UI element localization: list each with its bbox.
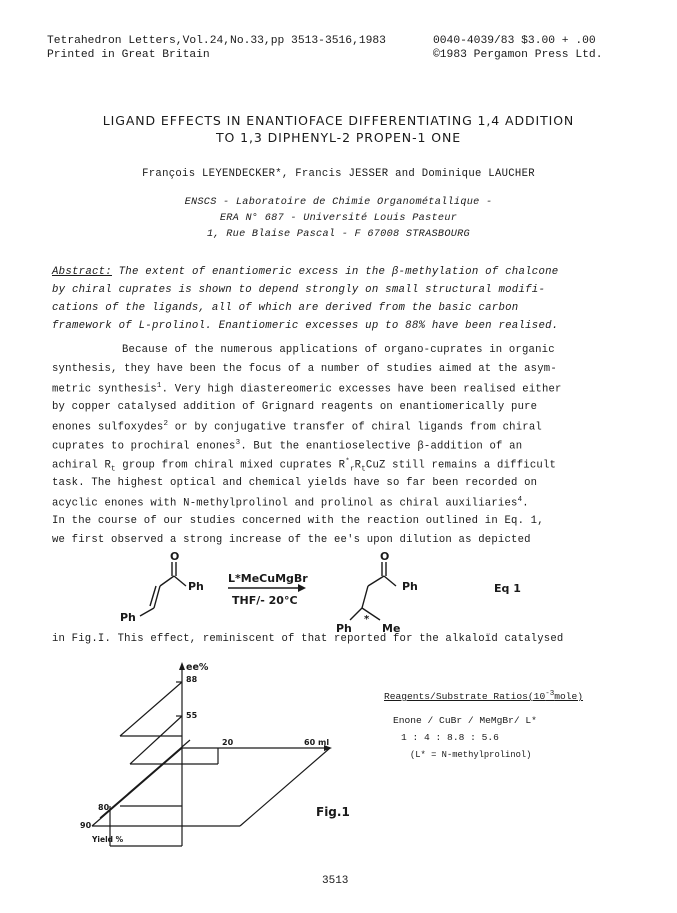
- reactant-structure: [140, 562, 186, 616]
- author-list: François LEYENDECKER*, Francis JESSER and Dominique LAUCHER: [142, 168, 535, 180]
- subscript-t: t: [361, 465, 366, 474]
- reference-4: 4: [517, 496, 523, 504]
- price-code: 0040-4039/83 $3.00 + .00: [433, 35, 596, 47]
- body-text: enones sulfoxydes: [52, 421, 164, 434]
- tick-label-20: 20: [222, 738, 234, 747]
- body-text: . But the enantioselective β-addition of an: [240, 440, 523, 453]
- yield-axis-label: Yield %: [92, 835, 124, 844]
- abstract-line-1: [52, 266, 558, 278]
- figure-caption: Fig.1: [316, 805, 350, 819]
- body-line-10: In the course of our studies concerned with the reaction outlined in Eq. 1,: [52, 515, 544, 527]
- body-text: CuZ still remains a difficult: [365, 459, 557, 472]
- body-text: .: [522, 497, 529, 510]
- reagent-label: L*MeCuMgBr: [228, 572, 308, 585]
- ee-axis-arrow-icon: [179, 662, 185, 670]
- plot-guide: [130, 716, 182, 764]
- body-text: . Very high diastereomeric excesses have been realised either: [161, 383, 562, 396]
- arrow-head-icon: [298, 584, 306, 592]
- yield-axis: [92, 748, 182, 826]
- body-text: cuprates to prochiral enones: [52, 440, 236, 453]
- copyright-note: ©1983 Pergamon Press Ltd.: [433, 49, 603, 61]
- tick-label-88: 88: [186, 675, 198, 684]
- reactant-phenyl-top: Ph: [188, 580, 204, 593]
- body-line-12: in Fig.I. This effect, reminiscent of that reported for the alkaloïd catalysed: [52, 633, 564, 645]
- reactant-oxygen: O: [170, 550, 180, 563]
- body-line-2: synthesis, they have been the focus of a number of studies aimed at the asym-: [52, 363, 557, 375]
- table-heading-text: Reagents/Substrate Ratios(10: [384, 691, 546, 703]
- equation-label: Eq 1: [494, 582, 521, 595]
- reference-1: 1: [156, 382, 162, 390]
- reagent-table-note: (L* = N-methylprolinol): [410, 750, 532, 760]
- subscript-t: t: [111, 465, 116, 474]
- product-methyl: Me: [382, 622, 401, 635]
- printed-note: Printed in Great Britain: [47, 49, 210, 61]
- body-text: acyclic enones with N-methylprolinol and prolinol as chiral auxiliaries: [52, 497, 518, 510]
- plot-guide: [120, 682, 182, 736]
- body-line-5: [52, 420, 542, 434]
- abstract-line-3: cations of the ligands, all of which are derived from the basic carbon: [52, 302, 519, 314]
- reference-2: 2: [163, 420, 169, 428]
- figure-1-plot: [80, 656, 350, 866]
- ee-axis-label: ee%: [186, 662, 209, 673]
- body-line-9: [52, 496, 529, 510]
- abstract-text-1: The extent of enantiomeric excess in the β-methylation of chalcone: [111, 266, 559, 278]
- abstract-line-2: by chiral cuprates is shown to depend strongly on small structural modifi-: [52, 284, 546, 296]
- reagent-table-columns: Enone / CuBr / MeMgBr/ L*: [393, 715, 537, 726]
- tick-label-90: 90: [80, 821, 92, 830]
- body-text: metric synthesis: [52, 383, 157, 396]
- reagent-table-heading: [384, 690, 583, 702]
- journal-citation: Tetrahedron Letters,Vol.24,No.33,pp 3513-3516,1983: [47, 35, 386, 47]
- body-line-1: Because of the numerous applications of organo-cuprates in organic: [122, 344, 555, 356]
- product-structure: [350, 562, 396, 620]
- reaction-conditions: THF/- 20°C: [232, 594, 298, 607]
- reaction-equation: [100, 548, 580, 638]
- reactant-phenyl-bottom: Ph: [120, 611, 136, 624]
- body-line-8: task. The highest optical and chemical yields have so far been recorded on: [52, 477, 538, 489]
- body-line-4: by copper catalysed addition of Grignard reagents on enantiomerically pure: [52, 401, 538, 413]
- affiliation-line-3: 1, Rue Blaise Pascal - F 67008 STRASBOURG: [207, 229, 470, 240]
- table-heading-unit: mole): [554, 691, 584, 703]
- product-phenyl-bottom: Ph: [336, 622, 352, 635]
- body-text: achiral R: [52, 459, 112, 472]
- affiliation-line-1: ENSCS - Laboratoire de Chimie Organométallique -: [184, 197, 493, 208]
- product-phenyl-top: Ph: [402, 580, 418, 593]
- paper-title-line-2: TO 1,3 DIPHENYL-2 PROPEN-1 ONE: [216, 130, 461, 145]
- subscript-r: r: [349, 465, 355, 474]
- product-oxygen: O: [380, 550, 390, 563]
- body-line-3: [52, 382, 562, 396]
- affiliation-line-2: ERA N° 687 - Université Louis Pasteur: [219, 213, 458, 224]
- volume-axis-label: ml: [318, 738, 330, 747]
- body-text: R: [354, 459, 362, 472]
- chiral-star: *: [345, 458, 350, 466]
- stereocenter-star: *: [364, 614, 370, 625]
- abstract-line-4: framework of L-prolinol. Enantiomeric excesses up to 88% have been realised.: [52, 320, 559, 332]
- body-line-7: [52, 458, 556, 474]
- reagent-table-values: 1 : 4 : 8.8 : 5.6: [401, 732, 499, 743]
- page-number: 3513: [322, 875, 349, 887]
- table-heading-exponent: -3: [545, 690, 555, 698]
- body-text: group from chiral mixed cuprates R: [115, 459, 346, 472]
- body-line-6: [52, 439, 522, 453]
- tick-label-80: 80: [98, 803, 110, 812]
- abstract-label: Abstract:: [52, 266, 112, 278]
- body-text: or by conjugative transfer of chiral ligands from chiral: [168, 421, 542, 434]
- body-line-11: we first observed a strong increase of the ee's upon dilution as depicted: [52, 534, 531, 546]
- tick-label-60: 60: [304, 738, 316, 747]
- paper-title-line-1: LIGAND EFFECTS IN ENANTIOFACE DIFFERENTIATING 1,4 ADDITION: [102, 113, 575, 128]
- tick-label-55: 55: [186, 711, 198, 720]
- reference-3: 3: [235, 439, 241, 447]
